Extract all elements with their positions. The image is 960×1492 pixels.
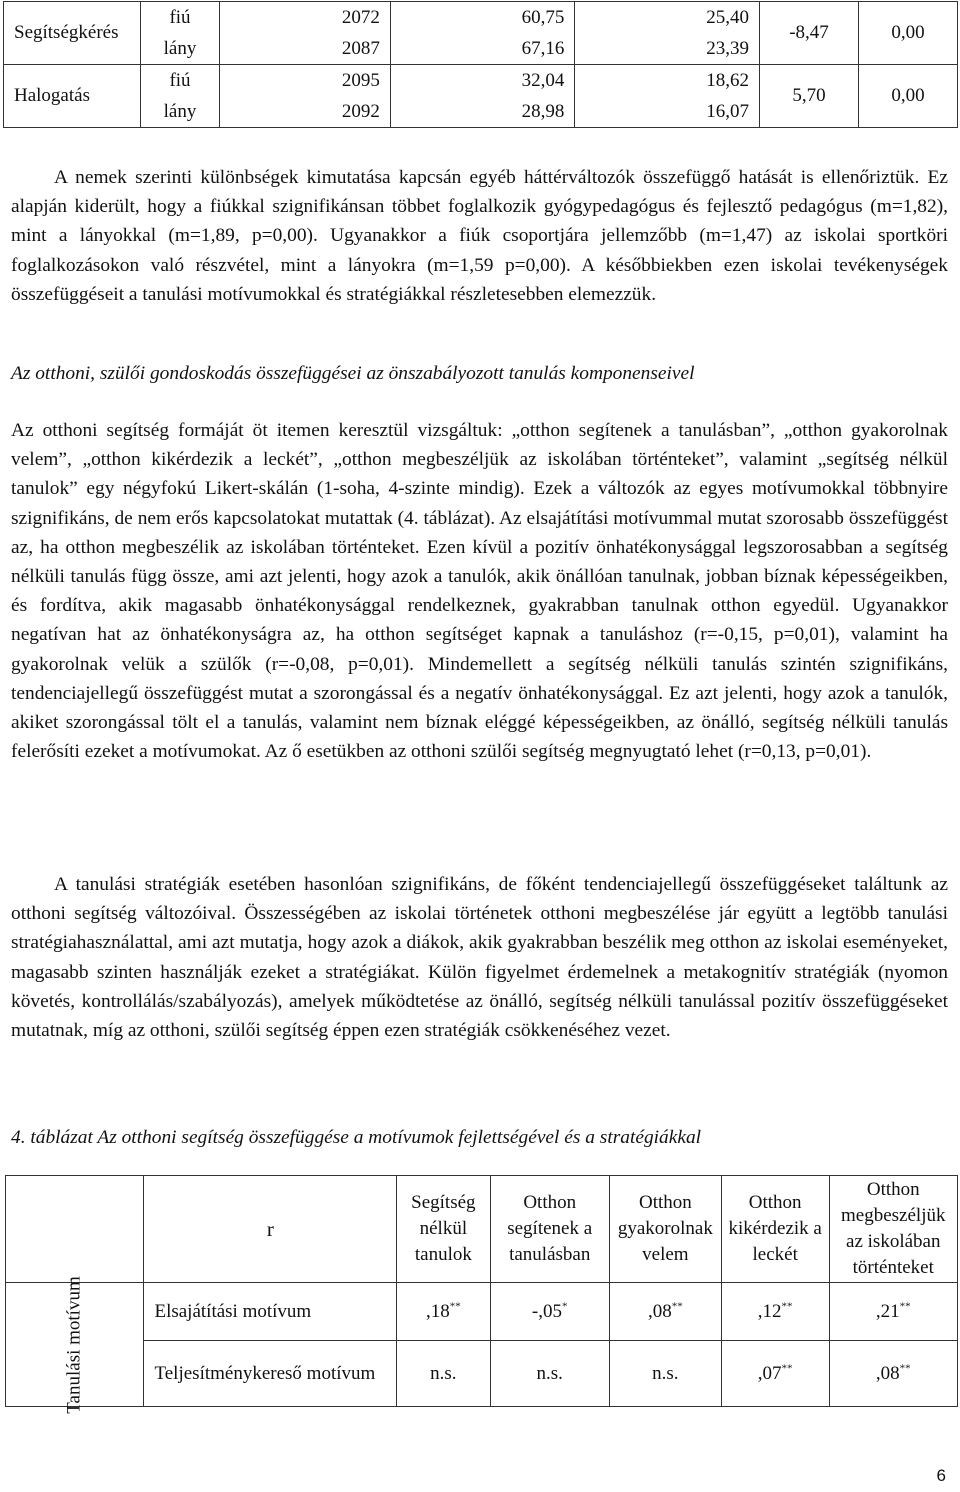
n-cell: 2095: [220, 65, 391, 97]
table-cell: ,21**: [829, 1283, 957, 1341]
p-value-cell: 0,00: [859, 65, 958, 128]
n-cell: 2092: [220, 96, 391, 128]
table-header-row: [6, 1176, 958, 1283]
section-heading: Az otthoni, szülői gondoskodás összefüggései az önszabályozott tanulás komponenseivel: [11, 363, 695, 384]
empty-corner-cell: [6, 1176, 144, 1283]
table-row: [6, 1283, 958, 1341]
table-cell: n.s.: [397, 1341, 490, 1407]
column-header: Segítség nélkül tanulok: [397, 1176, 490, 1283]
table-cell: -,05*: [490, 1283, 609, 1341]
sd-cell: 25,40: [575, 2, 760, 34]
table-row: [6, 1341, 958, 1407]
table-cell: ,18**: [397, 1283, 490, 1341]
sd-cell: 18,62: [575, 65, 760, 97]
n-cell: 2087: [220, 33, 391, 65]
sex-cell: fiú: [141, 2, 220, 34]
table-row: [4, 65, 958, 97]
t-value-cell: 5,70: [760, 65, 859, 128]
table-cell: ,08**: [829, 1341, 957, 1407]
table-caption: 4. táblázat Az otthoni segítség összefüggése a motívumok fejlettségével és a stratégiákkal: [11, 1127, 702, 1148]
column-header: Otthon segítenek a tanulásban: [490, 1176, 609, 1283]
mean-cell: 32,04: [390, 65, 575, 97]
table-cell: ,12**: [721, 1283, 829, 1341]
paragraph-home-support: Az otthoni segítség formáját öt itemen keresztül vizsgáltuk: „otthon segítenek a tanulásban”, „otthon gyakorolnak velem”, „otthon kikérdezik a leckét”, „otthon megbeszéljük az iskolában történteket”, valamint „segítség nélkül tanulok” egy négyfokú Likert-skálán (1-soha, 4-szinte mindig). Ezek a változók az egyes motívumokkal többnyire szignifikáns, de nem erős kapcsolatokat mutattak (4. táblázat). Az elsajátítási motívummal mutat szorosabb összefüggést az, ha otthon megbeszélik az iskolában történteket. Ezen kívül a pozitív önhatékonysággal legszorosabban a segítség nélküli tanulás függ össze, ami azt jelenti, hogy azok a tanulók, akik önállóan tanulnak, jobban bíznak képességeikben, és fordítva, akik magasabb önhatékonysággal rendelkeznek, gyakrabban tanulnak otthon egyedül. Ugyanakkor negatívan hat az önhatékonyságra az, ha otthon segítséget kapnak a tanuláshoz (r=-0,15, p=0,01), valamint ha gyakorolnak velük a szülők (r=-0,08, p=0,01). Mindemellett a segítség nélküli tanulás szintén szignifikáns, tendenciajellegű összefüggést mutat a szorongással és a negatív önhatékonysággal. Ez azt jelenti, hogy azok a tanulók, akiket szorongással tölt el a tanulás, valamint nem bíznak eléggé képességeikben, az önálló, segítség nélküli tanulás felerősíti ezeket a motívumokat. Az ő esetükben az otthoni szülői segítség megnyugtató lehet (r=0,13, p=0,01).: [11, 420, 948, 763]
sex-cell: lány: [141, 33, 220, 65]
mean-cell: 60,75: [390, 2, 575, 34]
sd-cell: 16,07: [575, 96, 760, 128]
p-value-cell: 0,00: [859, 2, 958, 65]
column-header: Otthon gyakorolnak velem: [609, 1176, 721, 1283]
correlation-table: [5, 1175, 958, 1414]
n-cell: 2072: [220, 2, 391, 34]
row-label: Halogatás: [4, 65, 141, 128]
column-header: Otthon megbeszéljük az iskolában történteket: [829, 1176, 957, 1283]
paragraph-strategies: A tanulási stratégiák esetében hasonlóan szignifikáns, de főként tendenciajellegű összefüggéseket találtunk az otthoni segítség változóival. Összességében az iskolai történetek otthoni megbeszélése jár együtt a legtöbb tanulási stratégiahasználattal, ami azt mutatja, hogy azok a diákok, akik gyakrabban beszélik meg otthon az iskolai eseményeket, magasabb szinten használják ezeket a stratégiákat. Külön figyelmet érdemelnek a metakognitív stratégiák (nyomon követés, kontrollálás/szabályozás), amelyek működtetése az önálló, segítség nélküli tanulással pozitív összefüggéseket mutatnak, míg az otthoni, szülői segítség éppen ezen stratégiák csökkenéséhez vezet.: [11, 874, 948, 1042]
gender-difference-table: [3, 1, 958, 128]
sex-cell: fiú: [141, 65, 220, 97]
row-label: Teljesítménykereső motívum: [144, 1341, 397, 1407]
paragraph-gender-differences: A nemek szerinti különbségek kimutatása kapcsán egyéb háttérváltozók összefüggő hatását is ellenőriztük. Ez alapján kiderült, hogy a fiúkkal szignifikánsan többet foglalkozik gyógypedagógus és fejlesztő pedagógus (m=1,82), mint a lányokkal (m=1,89, p=0,00). Ugyanakkor a fiúk csoportjára jellemzőbb (m=1,47) az iskolai sportköri foglalkozásokon való részvétel, mint a lányokra (m=1,59 p=0,00). A későbbiekben ezen iskolai tevékenységek összefüggéseit a tanulási motívumokkal és stratégiákkal részletesebben elemezzük.: [11, 167, 948, 305]
table-cell: n.s.: [609, 1341, 721, 1407]
group-label: Tanulási motívum: [63, 1275, 85, 1414]
table-cell: n.s.: [490, 1341, 609, 1407]
table-cell: ,07**: [721, 1341, 829, 1407]
sex-cell: lány: [141, 96, 220, 128]
row-label: Elsajátítási motívum: [144, 1283, 397, 1341]
mean-cell: 67,16: [390, 33, 575, 65]
table-cell: ,08**: [609, 1283, 721, 1341]
t-value-cell: -8,47: [760, 2, 859, 65]
row-label: Segítségkérés: [4, 2, 141, 65]
column-header: Otthon kikérdezik a leckét: [721, 1176, 829, 1283]
sd-cell: 23,39: [575, 33, 760, 65]
mean-cell: 28,98: [390, 96, 575, 128]
page-number: 6: [936, 1466, 946, 1485]
group-label-cell: [6, 1275, 144, 1414]
table-row: [4, 2, 958, 34]
r-label: r: [144, 1176, 397, 1283]
